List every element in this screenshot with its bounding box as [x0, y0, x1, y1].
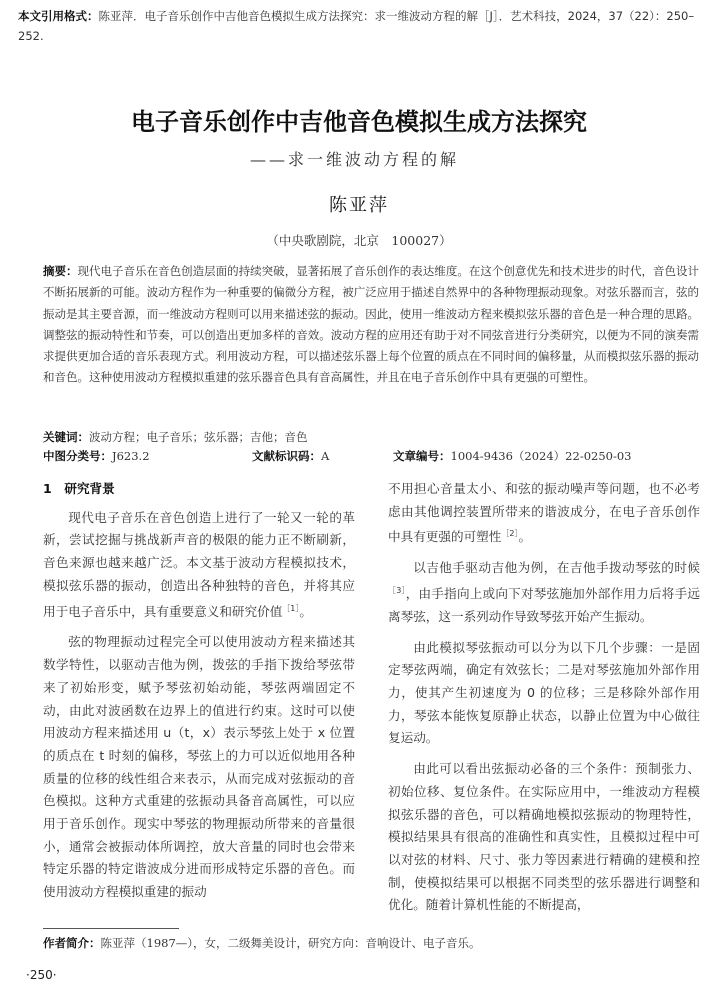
- keywords-text: 波动方程；电子音乐；弦乐器；吉他；音色: [89, 430, 308, 444]
- classification-number: [43, 446, 150, 466]
- article-subtitle: ——求一维波动方程的解: [250, 150, 460, 169]
- author-bio: [43, 934, 481, 952]
- page-number: ·250·: [26, 968, 57, 982]
- author-bio-label: 作者简介：: [43, 936, 101, 950]
- left-column: [43, 478, 355, 912]
- body-paragraph: 不用担心音量太小、和弦的振动噪声等问题，也不必考虑由其他调控装置所带来的谐波成分，在电子音乐创作中具有更强的可塑性$^{[2]}$。: [388, 481, 700, 545]
- doc-code-label: 文献标识码：: [252, 449, 321, 463]
- abstract-text: 现代电子音乐在音色创造层面的持续突破，显著拓展了音乐创作的表达维度。在这个创意优先和技术进步的时代，音色设计不断拓展新的可能。波动方程作为一种重要的偏微分方程，被广泛应用于描述自然界中的各种物理振动现象。对弦乐器而言，弦的振动是其主要音源，而一维波动方程则可以用来描述弦的振动。因此，使用一维波动方程来模拟弦乐器的音色是一种合理的思路。调整弦的振动特性和节奏，可以创造出更加多样的音效。波动方程的应用还有助于对不同弦音进行分类研究，以便为不同的演奏需求提供更加合适的音乐表现方式。利用波动方程，可以描述弦乐器上每个位置的质点在不同时间的偏移量，从而模拟弦乐器的振动和音色。这种使用波动方程模拟重建的弦乐器音色具有音高属性，并且在电子音乐创作中具有更强的可塑性。: [43, 264, 699, 385]
- article-number: [393, 446, 632, 466]
- article-no-label: 文章编号：: [393, 449, 451, 463]
- author-affiliation: （中央歌剧院，北京 100027）: [266, 233, 452, 248]
- reference-marker: ［2］: [501, 529, 519, 539]
- reference-marker: ［3］: [388, 586, 406, 595]
- keywords-label: 关键词：: [43, 430, 89, 444]
- section-heading: 1 研究背景: [43, 481, 115, 496]
- citation-text: 陈亚萍．电子音乐创作中吉他音色模拟生成方法探究：求一维波动方程的解［J］．艺术科技，2024，37（22）：250–252.: [18, 9, 695, 43]
- footnote-divider: [43, 928, 179, 929]
- classification-label: 中图分类号：: [43, 449, 112, 463]
- body-paragraph: 弦的物理振动过程完全可以使用波动方程来描述其数学特性，以驱动吉他为例，拨弦的手指下拨给琴弦带来了初始形变，赋予琴弦初始动能，琴弦两端固定不动，由此对波函数在边界上的值进行约束。这时可以使用波动方程来描述用 u（t，x）表示琴弦上处于 x 位置的质点在 t 时刻的偏移，琴弦上的力可以近似地用各种质量的位移的线性组合来表示，从而完成对弦振动的音色模拟。这种方式重建的弦振动具备音高属性，可以应用于音乐创作。现实中琴弦的物理振动所带来的音量很小，通常会被振动体所调控，放大音量的同时也会带来特定乐器的特定谐波成分进而形成特定乐器的音色。而使用波动方程模拟重建的振动: [43, 634, 355, 900]
- article-no-value: 1004-9436（2024）22-0250-03: [450, 449, 632, 463]
- body-paragraph: 由此模拟琴弦振动可以分为以下几个步骤：一是固定琴弦两端，确定有效弦长；二是对琴弦施加外部作用力，使其产生初速度为 0 的位移；三是移除外部作用力，琴弦本能恢复原静止状态，以静止位置为中心做往复运动。: [388, 639, 700, 746]
- author-name: 陈亚萍: [329, 195, 389, 216]
- document-code: [252, 446, 329, 466]
- body-paragraph: 由此可以看出弦振动必备的三个条件：预制张力、初始位移、复位条件。在实际应用中，一维波动方程模拟弦乐器的音色，可以精确地模拟弦振动的物理特性，模拟结果具有很高的准确性和真实性，且模拟过程中可以对弦的材料、尺寸、张力等因素进行精确的建模和控制，使模拟结果可以根据不同类型的弦乐器进行调整和优化。随着计算机性能的不断提高，: [388, 761, 700, 913]
- reference-marker: ［1］: [282, 603, 300, 613]
- citation-format: [18, 6, 702, 46]
- body-paragraph: 现代电子音乐在音色创造上进行了一轮又一轮的革新，尝试挖掘与挑战新声音的极限的能力正不断刷新，音色来源也越来越广泛。本文基于波动方程模拟技术，模拟弦乐器的振动，创造出各种独特的音色，并将其应用于电子音乐中，具有重要意义和研究价值$^{[1]}$。: [43, 509, 355, 619]
- citation-label: 本文引用格式：: [18, 9, 99, 23]
- classification-value: J623.2: [112, 449, 150, 463]
- keywords: [43, 427, 699, 447]
- article-title: 电子音乐创作中吉他音色模拟生成方法探究: [131, 108, 587, 136]
- author-bio-text: 陈亚萍（1987—），女，二级舞美设计，研究方向：音响设计、电子音乐。: [100, 936, 481, 950]
- abstract-label: 摘要：: [43, 264, 78, 278]
- abstract: [43, 261, 699, 389]
- doc-code-value: A: [321, 449, 330, 463]
- right-column: [388, 478, 700, 925]
- body-paragraph: 以吉他手驱动吉他为例，在吉他手拨动琴弦的时候$^{[3]}$，由手指向上或向下对琴弦施加外部作用力后将手远离琴弦，这一系列动作导致琴弦开始产生振动。: [388, 560, 701, 624]
